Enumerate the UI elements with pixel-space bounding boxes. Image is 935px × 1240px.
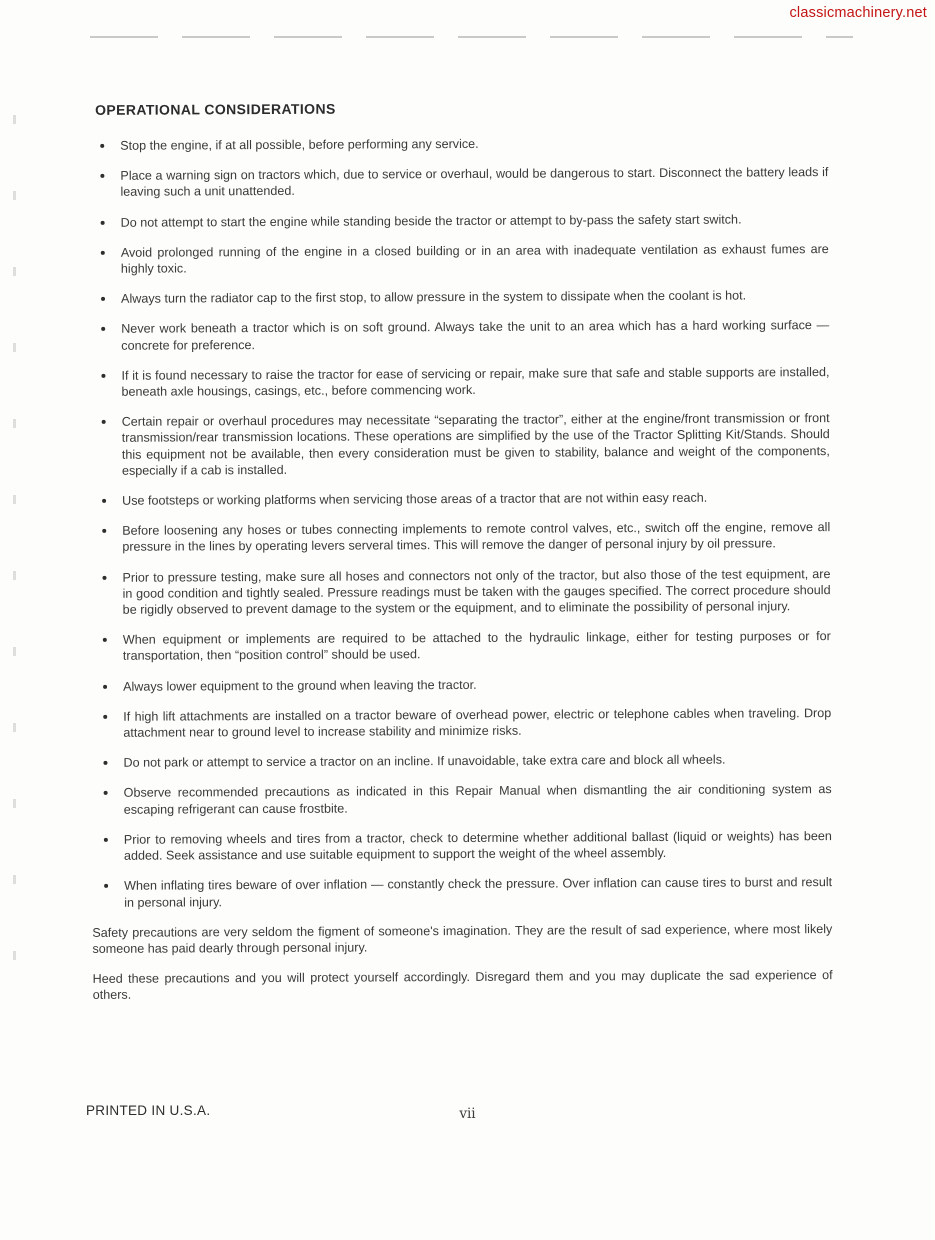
page-number: vii — [459, 1106, 476, 1122]
bullet-text: Prior to pressure testing, make sure all hoses and connectors not only of the tractor, but also those of the test equipment, are in good condition and tightly sealed. Pressure readings must be taken with the gauges specified. The correct procedure should be rigidly observed to prevent damage to the system or the equipment, and to eliminate the possibility of personal injury. — [122, 566, 831, 617]
bullet-item — [101, 287, 829, 307]
bullet-item — [100, 134, 828, 154]
bullet-dot-icon — [101, 327, 105, 331]
bullet-text: Do not park or attempt to service a tractor on an incline. If unavoidable, take extra care and block all wheels. — [123, 752, 726, 771]
bullet-item — [104, 874, 832, 910]
bullet-item — [103, 705, 831, 741]
bullet-dot-icon — [103, 638, 107, 642]
bullet-item — [101, 211, 829, 231]
bullet-text: Use footsteps or working platforms when servicing those areas of a tractor that are not within easy reach. — [122, 490, 708, 508]
closing-paragraphs — [92, 921, 832, 1003]
bullet-dot-icon — [101, 374, 105, 378]
bullet-text: If high lift attachments are installed on a tractor beware of overhead power, electric or telephone cables when traveling. Drop attachment near to ground level to increase stability and minimize risks. — [123, 705, 832, 740]
bullet-dot-icon — [102, 529, 106, 533]
bullet-text: Before loosening any hoses or tubes connecting implements to remote control valves, etc., switch off the engine, remove all pressure in the lines by operating levers serveral times. This will remove the danger of personal injury by oil pressure. — [122, 520, 831, 555]
page-title: OPERATIONAL CONSIDERATIONS — [95, 100, 336, 118]
bullet-item — [103, 628, 831, 664]
bullet-text: If it is found necessary to raise the tractor for ease of servicing or repair, make sure that safe and stable supports are installed, beneath axle housings, casings, etc., before commencing work. — [121, 364, 830, 399]
bullet-text: Prior to removing wheels and tires from a tractor, check to determine whether additional ballast (liquid or weights) has been added. Seek assistance and use suitable equipment to support the weight of the wheel assembly. — [123, 828, 832, 863]
scan-artifact-left-marks — [13, 115, 16, 985]
bullet-dot-icon — [101, 297, 105, 301]
bullet-item — [100, 164, 828, 200]
bullet-text: Place a warning sign on tractors which, due to service or overhaul, would be dangerous to start. Disconnect the battery leads if leaving such a unit unattended. — [120, 165, 829, 200]
bullet-item — [101, 317, 829, 353]
bullet-dot-icon — [104, 791, 108, 795]
bullet-list — [88, 134, 832, 911]
bullet-dot-icon — [104, 838, 108, 842]
bullet-dot-icon — [103, 715, 107, 719]
watermark-text: classicmachinery.net — [789, 5, 927, 21]
bullet-item — [102, 410, 830, 479]
closing-paragraph: Heed these precautions and you will protect yourself accordingly. Disregard them and you may duplicate the sad experience of others. — [92, 967, 833, 1002]
bullet-text: Stop the engine, if at all possible, before performing any service. — [120, 136, 479, 153]
bullet-text: When inflating tires beware of over inflation — constantly check the pressure. Over inflation can cause tires to burst and result in personal injury. — [124, 875, 833, 910]
bullet-text: Observe recommended precautions as indicated in this Repair Manual when dismantling the air conditioning system as escaping refrigerant can cause frostbite. — [123, 782, 832, 817]
bullet-dot-icon — [103, 685, 107, 689]
bullet-dot-icon — [102, 576, 106, 580]
bullet-item — [103, 675, 831, 695]
bullet-dot-icon — [102, 499, 106, 503]
bullet-text: Always turn the radiator cap to the first stop, to allow pressure in the system to dissipate when the coolant is hot. — [121, 288, 747, 306]
closing-paragraph: Safety precautions are very seldom the figment of someone's imagination. They are the result of sad experience, where most likely someone has paid dearly through personal injury. — [92, 921, 833, 957]
bullet-text: Avoid prolonged running of the engine in a closed building or in an area with inadequate ventilation as exhaust fumes are highly toxic. — [120, 241, 829, 276]
bullet-item — [101, 364, 829, 400]
bullet-item — [101, 241, 829, 277]
bullet-item — [102, 489, 830, 509]
bullet-dot-icon — [101, 251, 105, 255]
bullet-text: Do not attempt to start the engine while standing beside the tractor or attempt to by-pass the safety start switch. — [120, 212, 742, 230]
bullet-item — [104, 828, 832, 864]
bullet-text: Certain repair or overhaul procedures may necessitate “separating the tractor”, either at the engine/front transmission or front transmission/rear transmission locations. These operations are simplified by the use of the Tractor Splitting Kit/Stands. Should this equipment not be available, then every consideration must be given to stability, balance and weight of the components, especially if a cab is installed. — [121, 411, 830, 478]
bullet-dot-icon — [101, 220, 105, 224]
scan-artifact-top-line — [90, 36, 853, 38]
bullet-item — [102, 519, 830, 555]
bullet-text: Always lower equipment to the ground when leaving the tractor. — [123, 677, 477, 694]
bullet-dot-icon — [100, 174, 104, 178]
bullet-item — [102, 566, 830, 618]
bullet-dot-icon — [100, 144, 104, 148]
bullet-text: Never work beneath a tractor which is on soft ground. Always take the unit to an area which has a hard working surface — concrete for preference. — [121, 318, 830, 353]
page-content — [88, 98, 833, 1016]
bullet-item — [104, 782, 832, 818]
bullet-item — [103, 751, 831, 771]
bullet-dot-icon — [103, 761, 107, 765]
bullet-dot-icon — [104, 884, 108, 888]
bullet-dot-icon — [102, 420, 106, 424]
bullet-text: When equipment or implements are required to be attached to the hydraulic linkage, either for testing purposes or for transportation, then “position control” should be used. — [122, 629, 831, 664]
footer-printed-in: PRINTED IN U.S.A. — [86, 1103, 211, 1118]
